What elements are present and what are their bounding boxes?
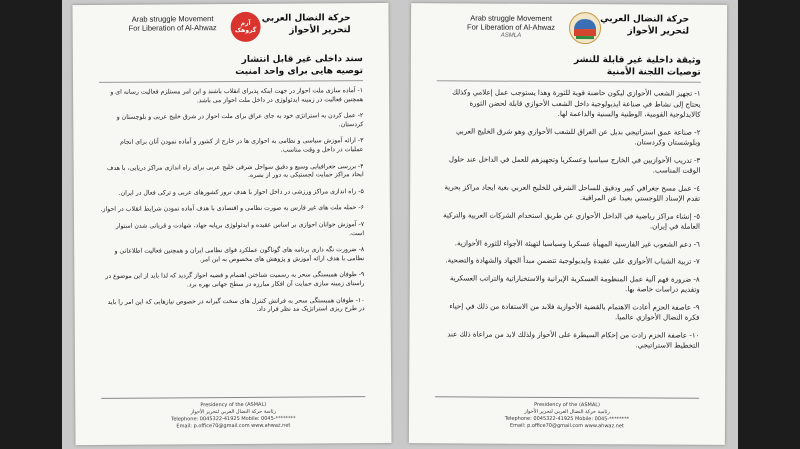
list-item: ۶- حمله ملت های غیر فارس به صورت نظامی و اقتصادی با هدف آماده نمودن شرایط انقلاب در احواز. xyxy=(100,204,364,214)
list-item: ۷- آموزش جوانان احوازی بر اساس عقیده و ایدئولوژی برپایه جهاد، شهادت و قربانی شدن استوار است. xyxy=(115,221,365,237)
footer-ar-line: رئاسة حركة النضال العربي لتحرير الأحواز xyxy=(190,408,277,416)
footer-ar-line: رئاسة حركة النضال العربي لتحرير الأحواز xyxy=(524,408,610,416)
persian-document-page xyxy=(72,3,391,445)
letterhead-arabic xyxy=(579,13,689,38)
list-item: ٦- دعم الشعوب غير الفارسية المهيأة عسكريا وسياسيا لتهيئة الأجواء للثورة الأحوازية. xyxy=(454,238,700,249)
letterhead-en-line3: ASMLA xyxy=(500,32,522,39)
footer-en-line: Presidency of the (ASMAL) xyxy=(200,401,267,409)
footer-contact: Email: p.office70@gmail.com www.ahwaz.net xyxy=(176,422,291,430)
footer-phones: Telephone: 0045322-41925 Mobile: 0045-******** xyxy=(171,415,296,423)
list-item: ٩- عاصفة الحزم أعادت الاهتمام بالقضية الأحوازية فلابد من الاستفادة من ذلك في إحياء فكرة النضال الأحوازي عالميا. xyxy=(449,301,700,322)
letterhead-ar-line1: حركة النضال العربي xyxy=(600,14,690,25)
letterhead-arabic xyxy=(241,12,351,37)
document-title xyxy=(99,53,363,83)
list-item: ١- تجهيز الشعب الأحوازي ليكون حاضنة قوية للثورة وهذا يستوجب عمل إعلامي وكذلك يحتاج إلى نشاط في صناعة ايديولوجية داخل الشعب الأحوازي قابلة لحضن الثورة كالايدلوجية القومية، الوطنية والسنية والداعمة لها. xyxy=(452,88,701,119)
letterhead-ar-line2: لتحرير الأحواز xyxy=(289,25,351,36)
list-item: ٤- عمل مسح جغرافي كبير ودقيق للساحل الشرقي للخليج العربي بغية ايجاد مراكز بحرية تقدم الإسناد اللوجستي بعيدا عن المراقبة. xyxy=(444,182,701,203)
list-item: ٨- ضرورة فهم آلية عمل المنظومة العسكرية الإيرانية والاستخباراتية والتراتب العسكرية وتقديم دراسات خاصة بها. xyxy=(449,273,700,294)
letterhead-en-line2: For Liberation of Al-Ahwaz xyxy=(128,23,217,33)
letterhead-en-line1: Arab struggle Movement xyxy=(131,14,214,24)
list-item: ۸- ضرورت نگه داری برنامه های گوناگون عملکرد قوای نظامی ایران و همچنین فعالیت اطلاعاتی و نظامی با هدف ارائه آموزش و پژوهش های مخصوص به این امر. xyxy=(114,246,365,263)
document-title-line2: توصیه هایی برای واحد امنیت xyxy=(235,66,363,77)
list-item: ١٠- عاصفة الحزم زادت من إحكام السيطرة على الأحواز ولذلك لابد من مراعاة ذلك عند التخطيط الاستراتيجي. xyxy=(447,329,700,350)
letterhead-en-line1: Arab struggle Movement xyxy=(470,13,552,23)
letterhead-english xyxy=(117,14,229,33)
letterhead-ar-line2: لتحرير الأحواز xyxy=(627,26,690,37)
letterhead xyxy=(411,3,727,51)
letterhead-en-line2: For Liberation of Al-Ahwaz xyxy=(467,22,556,32)
letterhead-ar-line1: حركة النضال العربي xyxy=(261,13,351,24)
document-title-line2: توصيات اللجنة الأمنية xyxy=(606,67,701,78)
list-item: ٧- تربية الشباب الأحوازي على عقيدة وايديولوجية تتضمن مبدأ الجهاد والشهادة والتضحية. xyxy=(445,256,700,266)
footer-contact: Email: p.office70@gmail.com www.ahwaz.net xyxy=(509,422,624,430)
list-item: ۵- راه اندازی مراکز ورزشی در داخل احواز با هدف ترور کشورهای عربی و ترکی فعال در ایران. xyxy=(118,187,364,197)
document-title-line1: وثيقة داخلية غير قابلة للنشر xyxy=(574,55,701,66)
logo-placeholder-text: آرم گروهک xyxy=(234,19,257,34)
list-item: ۱- آماده سازی ملت احواز در جهت اینکه پذیرای انقلاب باشند و این امر مستلزم فعالیت رسانه ای و همچنین فعالیت در زمینه ایدئولوژی در داخل ملت احواز می باشد. xyxy=(110,87,364,104)
letterhead xyxy=(72,3,388,51)
recommendation-list xyxy=(99,87,365,316)
list-item: ٣- تدريب الأحوازيين في الخارج سياسيا وعسكريا وتجهيزهم للعمل في الداخل عند حلول الوقت المناسب. xyxy=(448,154,701,175)
arabic-document-page xyxy=(409,3,727,445)
footer-en-line: Presidency of the (ASMAL) xyxy=(534,401,601,409)
document-footer xyxy=(101,396,365,431)
list-item: ٢- صناعة عمق استراتيجي بديل عن العراق للشعب الأحوازي وهو شرق الخليج العربي وبلوشستان وكردستان. xyxy=(455,126,701,147)
image-backdrop xyxy=(62,0,738,449)
document-footer xyxy=(435,396,699,430)
list-item: ۳- ارائه آموزش سیاسی و نظامی به احوازی ها در خارج از کشور و آماده نمودن آنان برای انجام عملیات در داخل و وقت مناسب. xyxy=(120,137,364,154)
document-title xyxy=(437,53,701,82)
list-item: ۲- عمل کردن به استراتژی خود به جای عراق برای ملت احواز در شرق خلیج عربی و بلوچستان و کردستان. xyxy=(116,112,364,129)
list-item: ۹- طوفان همبستگی سحر به رسمیت شناختن اهتمام و قضیه احواز گردید که لذا باید از این موضوع در راستای زمینه سازی حمایت آن افکار مبارزه در سطح جهانی بهره برد. xyxy=(105,271,365,289)
list-item: ۱۰- طوفان همبستگی سحر به فراتش کنترل های سخت گیرانه در خصوص نیازهایی که این امر را باید در طرح ریزی استراتژیک مد نظر قرار داد. xyxy=(107,296,365,313)
letterhead-english xyxy=(455,13,567,41)
footer-phones: Telephone: 0045322-41925 Mobile: 0045-******** xyxy=(504,415,630,423)
list-item: ٥- إنشاء مراكز رياضية في الداخل الأحوازي عن طريق استخدام الشركات العربية والتركية العاملة في إيران. xyxy=(443,210,701,231)
list-item: ۴- بررسی جغرافیایی وسیع و دقیق سواحل شرقی خلیج عربی برای راه اندازی مراکز دریایی، با هدف ایجاد مراکز حمایت لجستیکی به دور از بصره. xyxy=(106,162,364,180)
document-title-line1: سند داخلی غیر قابل انتشار xyxy=(241,54,363,65)
recommendation-list xyxy=(435,87,700,351)
